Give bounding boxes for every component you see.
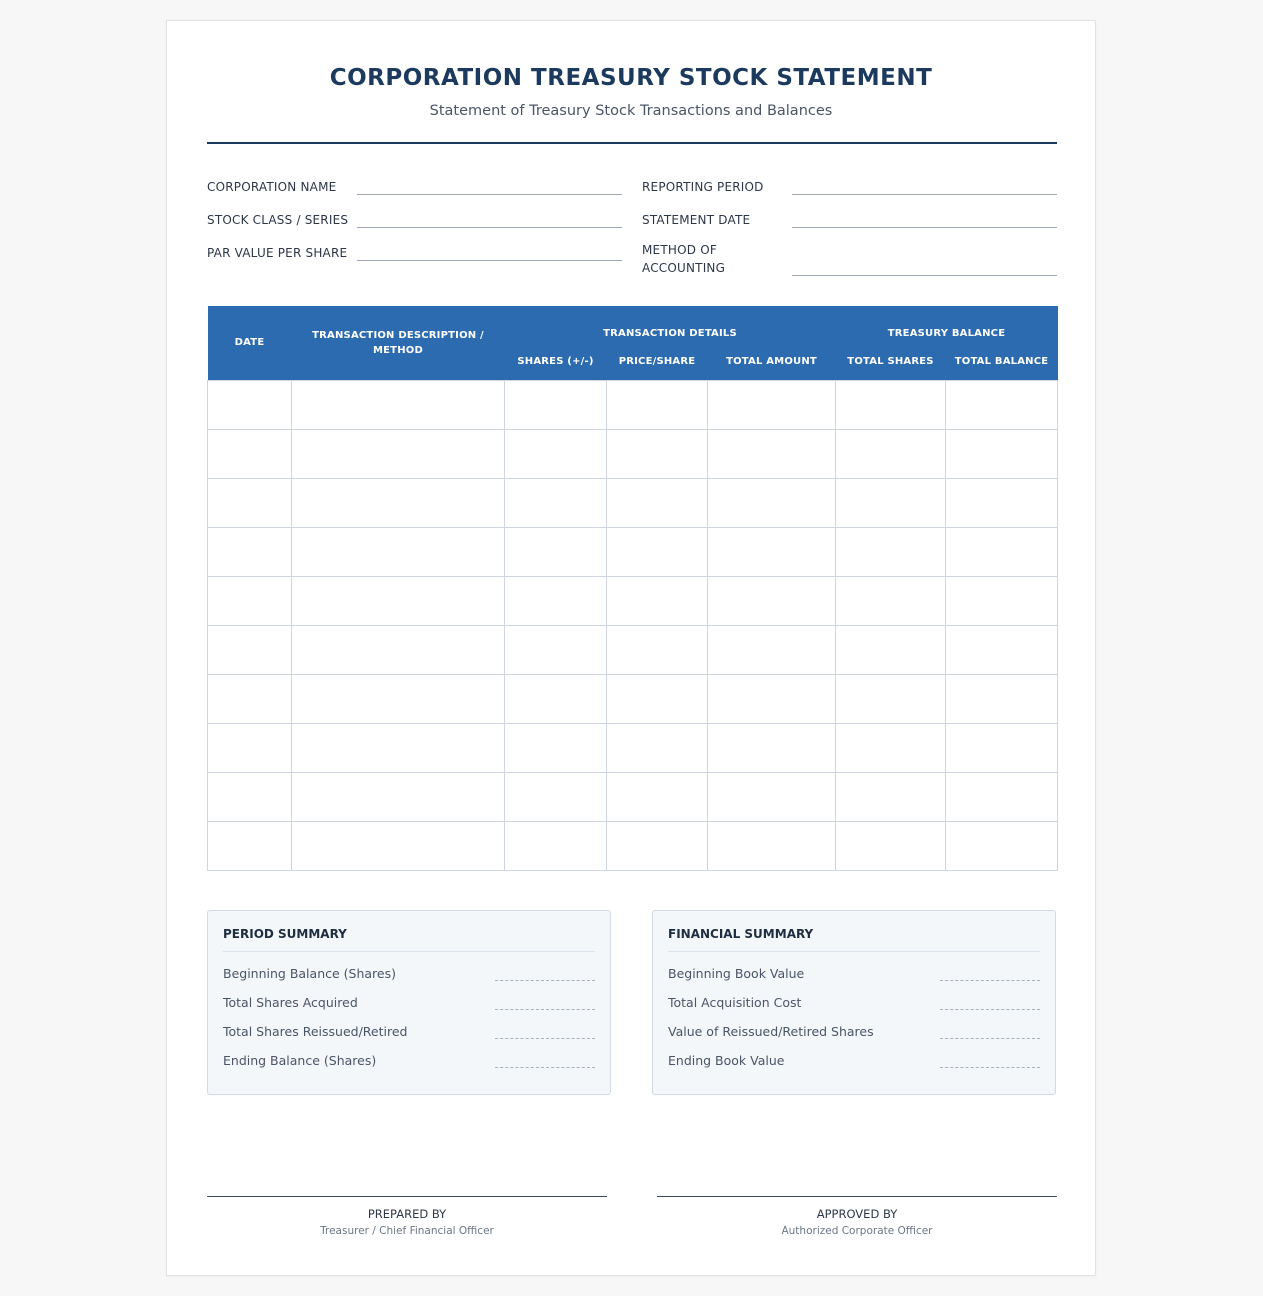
table-cell[interactable] [836, 723, 946, 772]
financial-summary-title: FINANCIAL SUMMARY [668, 927, 814, 941]
accounting-method-field[interactable] [642, 241, 1057, 281]
period-summary-label: Total Shares Reissued/Retired [223, 1024, 408, 1039]
table-row [208, 772, 1058, 821]
header-divider [207, 142, 1057, 144]
table-cell[interactable] [708, 380, 836, 429]
par-value-label: PAR VALUE PER SHARE [207, 246, 348, 260]
table-cell[interactable] [292, 625, 505, 674]
financial-summary-value-line[interactable] [940, 1009, 1040, 1010]
financial-summary-row [668, 1024, 1040, 1044]
table-row [208, 380, 1058, 429]
table-cell[interactable] [708, 674, 836, 723]
par-value-field[interactable] [207, 244, 622, 268]
table-cell[interactable] [946, 380, 1058, 429]
accounting-method-line[interactable] [792, 275, 1057, 276]
approved-by-label: APPROVED BY [816, 1207, 898, 1221]
table-cell[interactable] [946, 576, 1058, 625]
table-cell[interactable] [505, 674, 607, 723]
par-value-line[interactable] [357, 260, 622, 261]
col-total-amount-header: TOTAL AMOUNT [708, 343, 836, 380]
period-summary-label: Total Shares Acquired [223, 995, 358, 1010]
table-cell[interactable] [607, 380, 708, 429]
table-cell[interactable] [836, 527, 946, 576]
statement-page [166, 20, 1096, 1276]
table-cell[interactable] [505, 380, 607, 429]
table-cell[interactable] [292, 429, 505, 478]
table-cell[interactable] [208, 625, 292, 674]
statement-date-label: STATEMENT DATE [642, 213, 751, 227]
table-cell[interactable] [708, 625, 836, 674]
table-row [208, 821, 1058, 870]
table-cell[interactable] [607, 625, 708, 674]
financial-summary-box [652, 910, 1056, 1095]
reporting-period-label: REPORTING PERIOD [642, 180, 764, 194]
table-cell[interactable] [708, 821, 836, 870]
financial-summary-divider [668, 951, 1040, 952]
table-cell[interactable] [292, 576, 505, 625]
table-cell[interactable] [708, 576, 836, 625]
table-cell[interactable] [208, 429, 292, 478]
table-cell[interactable] [607, 429, 708, 478]
approved-by-role: Authorized Corporate Officer [781, 1225, 933, 1237]
table-cell[interactable] [208, 380, 292, 429]
table-cell[interactable] [505, 478, 607, 527]
col-description-header [292, 306, 505, 380]
period-summary-label: Beginning Balance (Shares) [223, 966, 396, 981]
table-cell[interactable] [292, 527, 505, 576]
table-cell[interactable] [607, 723, 708, 772]
col-total-balance-header: TOTAL BALANCE [946, 343, 1058, 380]
table-row [208, 478, 1058, 527]
col-price-header: PRICE/SHARE [607, 343, 708, 380]
stock-class-field[interactable] [207, 211, 622, 235]
financial-summary-value-line[interactable] [940, 1067, 1040, 1068]
table-cell[interactable] [607, 478, 708, 527]
table-cell[interactable] [208, 527, 292, 576]
table-cell[interactable] [836, 576, 946, 625]
approved-by-signature-line[interactable] [657, 1196, 1057, 1197]
period-summary-value-line[interactable] [495, 1038, 595, 1039]
table-cell[interactable] [946, 429, 1058, 478]
financial-summary-row [668, 966, 1040, 986]
statement-date-field[interactable] [642, 211, 1057, 235]
transactions-body [208, 380, 1058, 870]
stock-class-label: STOCK CLASS / SERIES [207, 213, 349, 227]
table-cell[interactable] [208, 674, 292, 723]
period-summary-label: Ending Balance (Shares) [223, 1053, 377, 1068]
financial-summary-label: Ending Book Value [668, 1053, 785, 1068]
table-row [208, 625, 1058, 674]
prepared-by-signature-line[interactable] [207, 1196, 607, 1197]
accounting-method-label-line1: METHOD OF [642, 243, 717, 257]
table-cell[interactable] [208, 821, 292, 870]
table-row [208, 527, 1058, 576]
accounting-method-label-line2: ACCOUNTING [642, 261, 726, 275]
treasury-balance-group-header: TREASURY BALANCE [836, 306, 1058, 343]
financial-summary-label: Beginning Book Value [668, 966, 805, 981]
col-description-line2: METHOD [373, 344, 423, 356]
stock-class-line[interactable] [357, 227, 622, 228]
period-summary-title: PERIOD SUMMARY [223, 927, 347, 941]
period-summary-value-line[interactable] [495, 1009, 595, 1010]
table-cell[interactable] [607, 527, 708, 576]
table-cell[interactable] [708, 723, 836, 772]
table-cell[interactable] [208, 576, 292, 625]
statement-date-line[interactable] [792, 227, 1057, 228]
prepared-by-role: Treasurer / Chief Financial Officer [320, 1225, 494, 1237]
table-cell[interactable] [505, 429, 607, 478]
corporation-name-line[interactable] [357, 194, 622, 195]
table-cell[interactable] [946, 527, 1058, 576]
table-cell[interactable] [208, 478, 292, 527]
period-summary-row [223, 966, 595, 986]
col-date-header: DATE [208, 306, 292, 380]
table-cell[interactable] [708, 527, 836, 576]
transaction-details-group-header: TRANSACTION DETAILS [505, 306, 836, 343]
period-summary-value-line[interactable] [495, 980, 595, 981]
reporting-period-line[interactable] [792, 194, 1057, 195]
table-cell[interactable] [836, 380, 946, 429]
table-cell[interactable] [208, 723, 292, 772]
period-summary-box [207, 910, 611, 1095]
table-cell[interactable] [946, 478, 1058, 527]
table-cell[interactable] [505, 576, 607, 625]
reporting-period-field[interactable] [642, 178, 1057, 202]
table-row [208, 674, 1058, 723]
table-cell[interactable] [946, 772, 1058, 821]
financial-summary-label: Total Acquisition Cost [668, 995, 802, 1010]
table-cell[interactable] [836, 478, 946, 527]
table-cell[interactable] [708, 772, 836, 821]
table-cell[interactable] [946, 674, 1058, 723]
table-cell[interactable] [946, 821, 1058, 870]
table-cell[interactable] [836, 674, 946, 723]
col-shares-header: SHARES (+/-) [505, 343, 607, 380]
period-summary-value-line[interactable] [495, 1067, 595, 1068]
table-cell[interactable] [607, 821, 708, 870]
financial-summary-row [668, 1053, 1040, 1073]
period-summary-divider [223, 951, 595, 952]
table-cell[interactable] [292, 478, 505, 527]
table-cell[interactable] [946, 625, 1058, 674]
table-cell[interactable] [836, 429, 946, 478]
corporation-name-label: CORPORATION NAME [207, 180, 337, 194]
table-cell[interactable] [836, 625, 946, 674]
table-cell[interactable] [292, 772, 505, 821]
financial-summary-value-line[interactable] [940, 1038, 1040, 1039]
table-cell[interactable] [505, 723, 607, 772]
table-cell[interactable] [292, 821, 505, 870]
prepared-by-label: PREPARED BY [367, 1207, 447, 1221]
page-title: CORPORATION TREASURY STOCK STATEMENT [329, 65, 933, 91]
table-row [208, 429, 1058, 478]
table-cell[interactable] [208, 772, 292, 821]
table-cell[interactable] [607, 674, 708, 723]
table-cell[interactable] [836, 821, 946, 870]
col-description-line1: TRANSACTION DESCRIPTION / [312, 329, 484, 341]
table-cell[interactable] [292, 380, 505, 429]
financial-summary-row [668, 995, 1040, 1015]
page-subtitle: Statement of Treasury Stock Transactions and Balances [429, 103, 833, 119]
period-summary-row [223, 1024, 595, 1044]
corporation-name-field[interactable] [207, 178, 622, 202]
table-row [208, 576, 1058, 625]
table-cell[interactable] [505, 527, 607, 576]
transactions-table [207, 306, 1058, 871]
table-cell[interactable] [505, 772, 607, 821]
table-cell[interactable] [607, 772, 708, 821]
period-summary-row [223, 1053, 595, 1073]
table-cell[interactable] [946, 723, 1058, 772]
table-row [208, 723, 1058, 772]
col-total-shares-header: TOTAL SHARES [836, 343, 946, 380]
period-summary-row [223, 995, 595, 1015]
table-cell[interactable] [708, 429, 836, 478]
table-cell[interactable] [292, 723, 505, 772]
financial-summary-value-line[interactable] [940, 980, 1040, 981]
table-cell[interactable] [708, 478, 836, 527]
table-cell[interactable] [505, 625, 607, 674]
financial-summary-label: Value of Reissued/Retired Shares [668, 1024, 874, 1039]
table-cell[interactable] [836, 772, 946, 821]
table-cell[interactable] [505, 821, 607, 870]
table-cell[interactable] [292, 674, 505, 723]
table-cell[interactable] [607, 576, 708, 625]
